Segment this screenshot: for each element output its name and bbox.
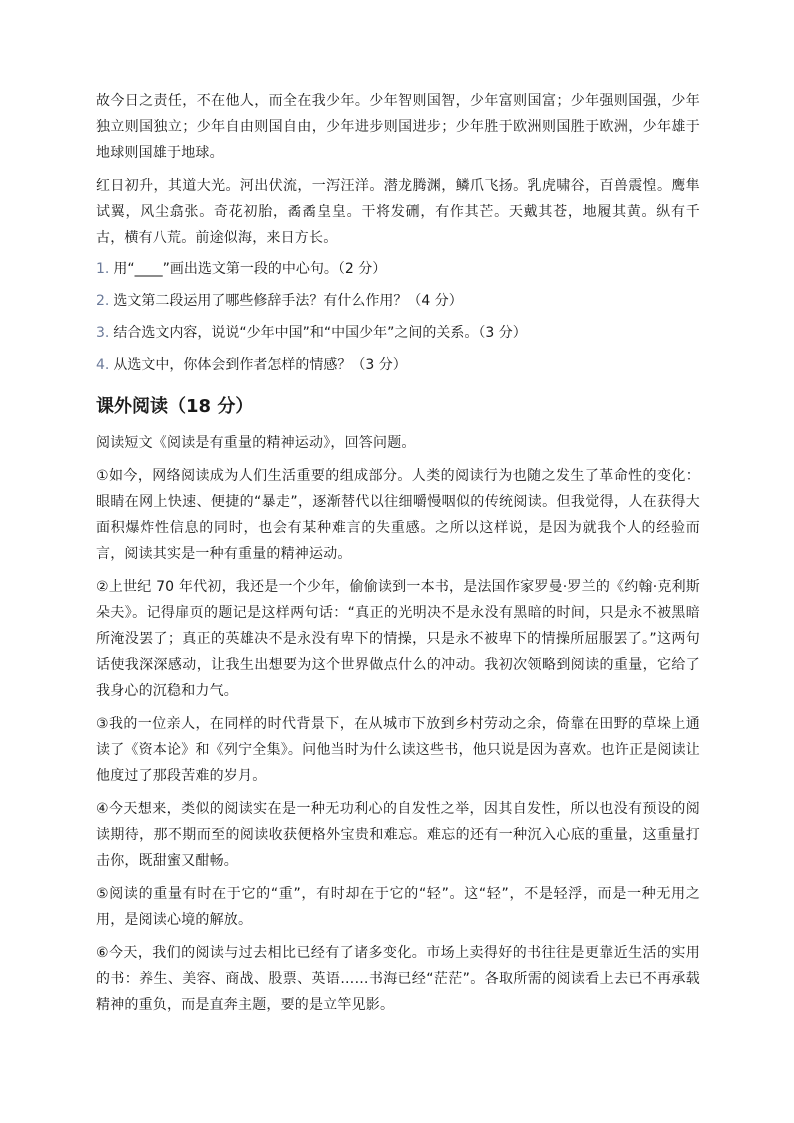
article-paragraph-2: ②上世纪 70 年代初，我还是一个少年，偷偷读到一本书，是法国作家罗曼·罗兰的《约翰·克利斯朵夫》。记得扉页的题记是这样两句话：“真正的光明决不是永没有黑暗的时间，只是永不被黑暗所淹没罢了；真正的英雄决不是永没有卑下的情操，只是永不被卑下的情操所屈服罢了。”这两句话使我深深感动，让我生出想要为这个世界做点什么的冲动。我初次领略到阅读的重量，它给了我身心的沉稳和力气。	[96, 579, 700, 699]
passage-paragraph-1: 故今日之责任，不在他人，而全在我少年。少年智则国智，少年富则国富；少年强则国强，少年独立则国独立；少年自由则国自由，少年进步则国进步；少年胜于欧洲则国胜于欧洲，少年雄于地球则国雄于地球。	[96, 93, 700, 161]
question-number: 1.	[96, 261, 110, 277]
document-page	[96, 88, 700, 1025]
question-text: 用“____”画出选文第一段的中心句。（2 分）	[113, 261, 387, 277]
section-title: 课外阅读（18 分）	[96, 396, 254, 417]
question-number: 2.	[96, 293, 110, 309]
article-paragraph-4: ④今天想来，类似的阅读实在是一种无功利心的自发性之举，因其自发性，所以也没有预设的阅读期待，那不期而至的阅读收获便格外宝贵和难忘。难忘的还有一种沉入心底的重量，这重量打击你，既甜蜜又酣畅。	[96, 801, 700, 869]
question-text: 选文第二段运用了哪些修辞手法？有什么作用？（4 分）	[113, 293, 463, 309]
question-text: 从选文中，你体会到作者怎样的情感？（3 分）	[113, 357, 407, 373]
question-text: 结合选文内容，说说“少年中国”和“中国少年”之间的关系。（3 分）	[113, 325, 527, 341]
article-paragraph-6: ⑥今天，我们的阅读与过去相比已经有了诸多变化。市场上卖得好的书往往是更靠近生活的实用的书：养生、美容、商战、股票、英语……书海已经“茫茫”。各取所需的阅读看上去已不再承载精神的重负，而是直奔主题，要的是立竿见影。	[96, 945, 700, 1013]
question-item	[96, 290, 700, 312]
section-intro: 阅读短文《阅读是有重量的精神运动》，回答问题。	[96, 435, 416, 451]
article-paragraph-5: ⑤阅读的重量有时在于它的“重”，有时却在于它的“轻”。这“轻”，不是轻浮，而是一种无用之用，是阅读心境的解放。	[96, 886, 700, 928]
question-item	[96, 354, 700, 376]
question-number: 3.	[96, 325, 110, 341]
article-paragraph-3: ③我的一位亲人，在同样的时代背景下，在从城市下放到乡村劳动之余，倚靠在田野的草垛上通读了《资本论》和《列宁全集》。问他当时为什么读这些书，他只说是因为喜欢。也许正是阅读让他度过了那段苦难的岁月。	[96, 716, 700, 784]
question-item	[96, 258, 700, 280]
article-paragraph-1: ①如今，网络阅读成为人们生活重要的组成部分。人类的阅读行为也随之发生了革命性的变化：眼睛在网上快速、便捷的“暴走”，逐渐替代以往细嚼慢咽似的传统阅读。但我觉得，人在获得大面积爆炸性信息的同时，也会有某种难言的失重感。之所以这样说，是因为就我个人的经验而言，阅读其实是一种有重量的精神运动。	[96, 468, 700, 562]
question-number: 4.	[96, 357, 110, 373]
passage-paragraph-2: 红日初升，其道大光。河出伏流，一泻汪洋。潜龙腾渊，鳞爪飞扬。乳虎啸谷，百兽震惶。鹰隼试翼，风尘翕张。奇花初胎，矞矞皇皇。干将发硎，有作其芒。天戴其苍，地履其黄。纵有千古，横有八荒。前途似海，来日方长。	[96, 178, 700, 246]
question-item	[96, 322, 700, 344]
question-list	[96, 258, 700, 376]
